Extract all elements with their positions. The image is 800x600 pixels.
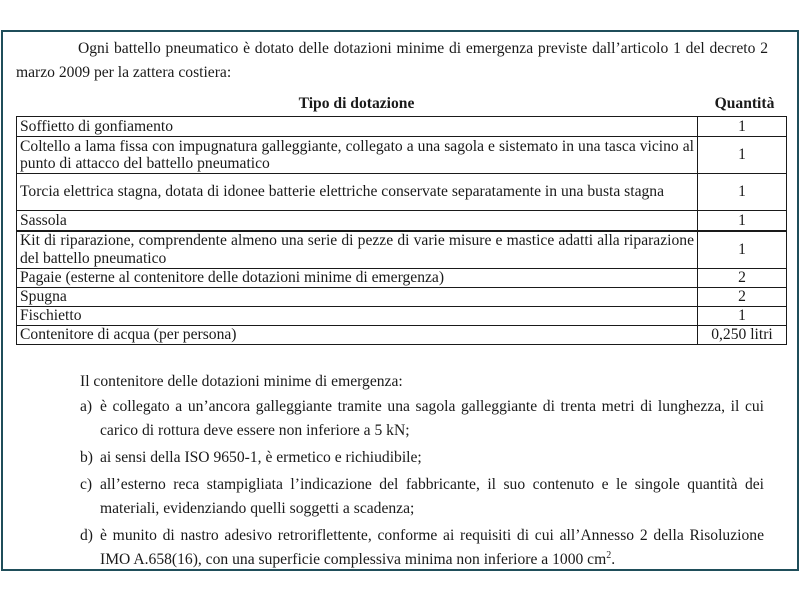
table-row (17, 307, 787, 326)
item-cell: Torcia elettrica stagna, dotata di idonee batterie elettriche conservate separatamente in una busta stagna (17, 174, 698, 211)
table-row (17, 269, 787, 288)
superscript: 2 (606, 549, 612, 561)
table-row (17, 326, 787, 345)
table-header (16, 94, 786, 116)
intro-paragraph (16, 37, 768, 85)
qty-cell: 1 (698, 117, 787, 137)
item-cell: Contenitore di acqua (per persona) (17, 326, 698, 345)
qty-cell: 1 (698, 307, 787, 326)
item-cell: Sassola (17, 211, 698, 231)
header-tipo: Tipo di dotazione (298, 95, 415, 112)
qty-cell: 1 (698, 231, 787, 269)
item-cell: Spugna (17, 288, 698, 307)
qty-cell: 2 (698, 269, 787, 288)
table-row (17, 211, 787, 231)
list-text: è munito di nastro adesivo retroriflettente, conforme ai requisiti di cui all’Annesso 2 della Risoluzione IMO A.658(16), con una superficie complessiva minima non inferiore a 1000 cm (100, 527, 764, 568)
item-cell: Coltello a lama fissa con impugnatura galleggiante, collegato a una sagola e sistemato in una tasca vicino al punto di attacco del battello pneumatico (17, 137, 698, 174)
list-item-c (80, 473, 764, 521)
table-row (17, 137, 787, 174)
list-item-b (80, 446, 764, 470)
container-requirements-list (80, 395, 764, 575)
table-row (17, 288, 787, 307)
list-text: è collegato a un’ancora galleggiante tramite una sagola galleggiante di trenta metri di lunghezza, il cui carico di rottura deve essere non inferiore a 5 kN; (100, 398, 764, 439)
table-row (17, 231, 787, 269)
intro-text: Ogni battello pneumatico è dotato delle dotazioni minime di emergenza previste dall’articolo 1 del decreto 2 marzo 2009 per la zattera costiera: (16, 40, 768, 81)
qty-cell: 2 (698, 288, 787, 307)
list-label: d) (80, 527, 93, 544)
list-item-d (80, 524, 764, 572)
list-text: ai sensi della ISO 9650-1, è ermetico e richiudibile; (100, 449, 422, 466)
list-label: c) (80, 476, 93, 493)
qty-cell: 1 (698, 211, 787, 231)
item-cell: Fischietto (17, 307, 698, 326)
qty-cell: 0,250 litri (698, 326, 787, 345)
table-row (17, 117, 787, 137)
equipment-table (16, 116, 787, 345)
table-row (17, 174, 787, 211)
qty-cell: 1 (698, 174, 787, 211)
list-label: a) (80, 398, 93, 415)
qty-cell: 1 (698, 137, 787, 174)
item-cell: Kit di riparazione, comprendente almeno una serie di pezze di varie misure e mastice adatti alla riparazione del battello pneumatico (17, 231, 698, 269)
list-text: all’esterno reca stampigliata l’indicazione del fabbricante, il suo contenuto e le singole quantità dei materiali, evidenziando quelli soggetti a scadenza; (100, 476, 764, 517)
item-cell: Pagaie (esterne al contenitore delle dotazioni minime di emergenza) (17, 269, 698, 288)
item-cell: Soffietto di gonfiamento (17, 117, 698, 137)
list-item-a (80, 395, 764, 443)
container-lead: Il contenitore delle dotazioni minime di emergenza: (80, 373, 403, 390)
header-quantita: Quantità (714, 95, 775, 112)
list-label: b) (80, 449, 93, 466)
list-text-tail: . (611, 551, 616, 568)
